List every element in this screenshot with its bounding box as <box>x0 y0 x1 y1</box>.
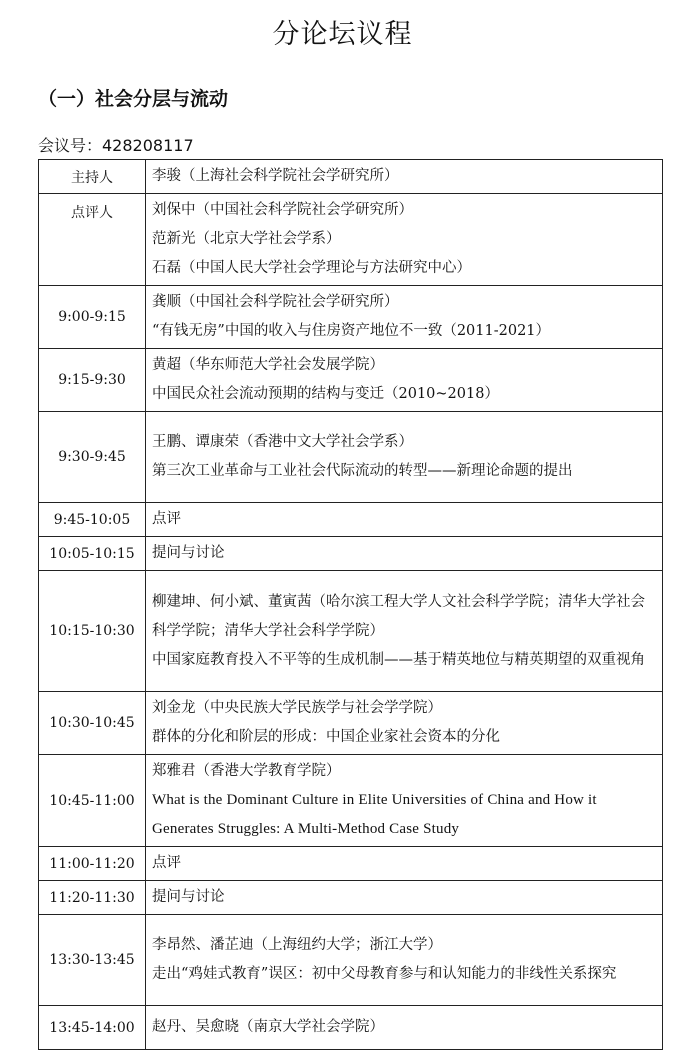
table-row <box>39 915 663 1006</box>
row-content <box>146 881 663 915</box>
row-line: 点评 <box>152 511 181 527</box>
row-line: What is the Dominant Culture in Elite Universities of China and How it Generates Struggles: A Multi-Method Case Study <box>152 792 597 837</box>
table-row <box>39 503 663 537</box>
row-time: 9:45-10:05 <box>39 503 146 537</box>
row-content <box>146 537 663 571</box>
row-time: 10:30-10:45 <box>39 692 146 755</box>
row-content <box>146 847 663 881</box>
row-line: 点评 <box>152 855 181 871</box>
row-line: 柳建坤、何小斌、董寅茜（哈尔滨工程大学人文社会科学学院；清华大学社会科学学院；清华大学社会科学学院） <box>152 593 645 639</box>
row-line: 李昂然、潘芷迪（上海纽约大学；浙江大学） <box>152 937 442 953</box>
row-time: 9:00-9:15 <box>39 286 146 349</box>
row-line: 中国家庭教育投入不平等的生成机制——基于精英地位与精英期望的双重视角 <box>152 651 645 668</box>
row-content <box>146 915 663 1006</box>
row-time: 13:45-14:00 <box>39 1006 146 1050</box>
row-line: 走出“鸡娃式教育”误区：初中父母教育参与和认知能力的非线性关系探究 <box>152 966 617 982</box>
row-line: 龚顺（中国社会科学院社会学研究所） <box>152 294 399 310</box>
row-line: 提问与讨论 <box>152 889 225 905</box>
row-line: 第三次工业革命与工业社会代际流动的转型——新理论命题的提出 <box>152 463 573 479</box>
table-row <box>39 692 663 755</box>
row-content <box>146 692 663 755</box>
row-content <box>146 755 663 847</box>
row-time: 10:05-10:15 <box>39 537 146 571</box>
table-row <box>39 571 663 692</box>
row-time: 10:15-10:30 <box>39 571 146 692</box>
page-title: 分论坛议程 <box>272 19 413 50</box>
row-time: 主持人 <box>39 160 146 194</box>
row-content <box>146 194 663 286</box>
table-row <box>39 1006 663 1050</box>
row-line: 王鹏、谭康荣（香港中文大学社会学系） <box>152 434 413 450</box>
table-row <box>39 755 663 847</box>
table-row <box>39 881 663 915</box>
row-line: 黄超（华东师范大学社会发展学院） <box>152 357 384 373</box>
row-time: 点评人 <box>39 194 146 286</box>
agenda-table <box>38 159 663 1050</box>
row-content <box>146 503 663 537</box>
table-row <box>39 349 663 412</box>
row-line: 提问与讨论 <box>152 545 225 561</box>
row-time: 10:45-11:00 <box>39 755 146 847</box>
row-line: 刘金龙（中央民族大学民族学与社会学学院） <box>152 700 442 716</box>
row-content <box>146 286 663 349</box>
table-row <box>39 160 663 194</box>
row-line: 赵丹、吴愈晓（南京大学社会学院） <box>152 1019 384 1035</box>
row-time: 13:30-13:45 <box>39 915 146 1006</box>
row-line: 李骏（上海社会科学院社会学研究所） <box>152 168 399 184</box>
row-content <box>146 1006 663 1050</box>
row-content <box>146 412 663 503</box>
row-line: 石磊（中国人民大学社会学理论与方法研究中心） <box>152 260 471 276</box>
row-line: “有钱无房”中国的收入与住房资产地位不一致（2011-2021） <box>152 323 551 339</box>
row-line: 群体的分化和阶层的形成：中国企业家社会资本的分化 <box>152 729 500 745</box>
table-row <box>39 847 663 881</box>
section-title: （一）社会分层与流动 <box>38 88 229 110</box>
table-row <box>39 412 663 503</box>
table-row <box>39 286 663 349</box>
row-time: 9:30-9:45 <box>39 412 146 503</box>
row-line: 中国民众社会流动预期的结构与变迁（2010~2018） <box>152 386 499 402</box>
row-content <box>146 160 663 194</box>
row-line: 范新光（北京大学社会学系） <box>152 231 341 247</box>
row-time: 9:15-9:30 <box>39 349 146 412</box>
meeting-id: 会议号：428208117 <box>38 136 194 155</box>
row-line: 郑雅君（香港大学教育学院） <box>152 763 341 779</box>
row-line: 刘保中（中国社会科学院社会学研究所） <box>152 202 413 218</box>
table-row <box>39 194 663 286</box>
row-time: 11:20-11:30 <box>39 881 146 915</box>
row-content <box>146 349 663 412</box>
row-content <box>146 571 663 692</box>
row-time: 11:00-11:20 <box>39 847 146 881</box>
table-row <box>39 537 663 571</box>
